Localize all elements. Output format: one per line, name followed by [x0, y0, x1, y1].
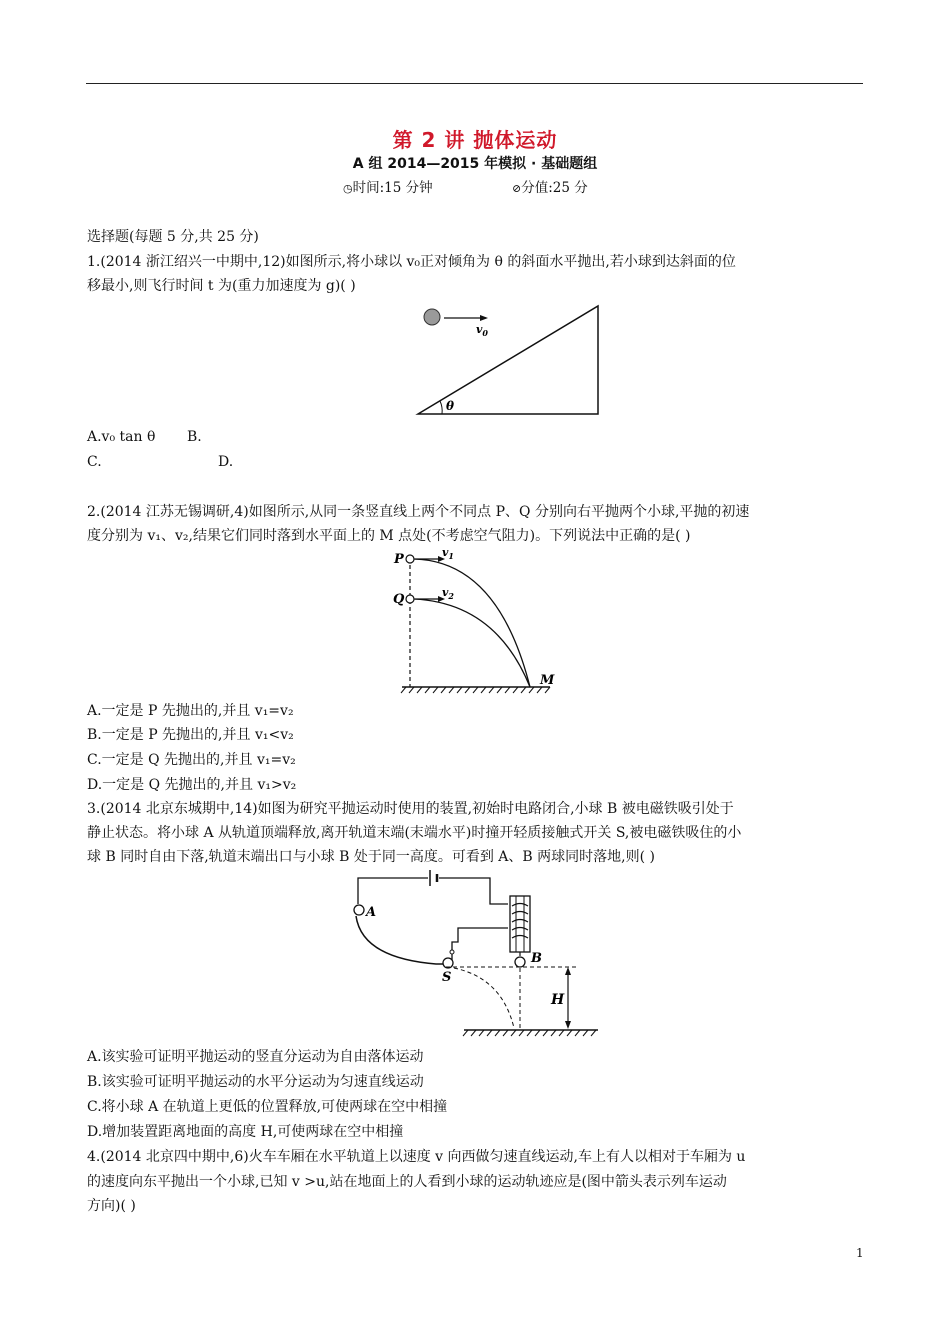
q3-option-a: A.该实验可证明平抛运动的竖直分运动为自由落体运动: [87, 1049, 424, 1065]
q4-line2: 的速度向东平抛出一个小球,已知 v >u,站在地面上的人看到小球的运动轨迹应是(图中箭头表示列车运动: [87, 1174, 727, 1190]
q2-line2: 度分别为 v₁、v₂,结果它们同时落到水平面上的 M 点处(不考虑空气阻力)。下列说法中正确的是( ): [87, 528, 691, 544]
q2-line1: 2.(2014 江苏无锡调研,4)如图所示,从同一条竖直线上两个不同点 P、Q 分别向右平抛两个小球,平抛的初速: [87, 504, 750, 520]
time-text: 时间:15 分钟: [352, 180, 433, 196]
q2-option-b: B.一定是 P 先抛出的,并且 v₁<v₂: [87, 727, 294, 743]
ball-a: [354, 905, 364, 915]
q1-option-a: A.v₀ tan θ: [87, 429, 156, 445]
q3-option-c: C.将小球 A 在轨道上更低的位置释放,可使两球在空中相撞: [87, 1099, 448, 1115]
electromagnet-frame: [510, 896, 530, 952]
q2-option-c: C.一定是 Q 先抛出的,并且 v₁=v₂: [87, 752, 296, 768]
q1-option-b: B.: [187, 429, 202, 445]
label-h: H: [551, 992, 565, 1008]
projectile-path-dashed: [454, 968, 514, 1028]
label-m: M: [540, 673, 555, 688]
page-subtitle: A 组 2014—2015 年模拟 · 基础题组: [352, 156, 598, 172]
theta-arc: [440, 401, 442, 414]
q3-option-d: D.增加装置距离地面的高度 H,可使两球在空中相撞: [87, 1124, 404, 1140]
incline-triangle: [418, 306, 598, 414]
q1-line2: 移最小,则飞行时间 t 为(重力加速度为 g)( ): [87, 278, 356, 294]
circuit-wire-lower: [452, 928, 508, 954]
label-a: A: [366, 905, 377, 920]
point-p: [406, 555, 414, 563]
circuit-wire: [358, 878, 428, 904]
page-title: 第 2 讲 抛体运动: [392, 128, 558, 152]
switch-contact: [450, 950, 454, 954]
q3-line2: 静止状态。将小球 A 从轨道顶端释放,离开轨道末端(末端水平)时撞开轻质接触式开关 S,被电磁铁吸住的小: [87, 825, 742, 841]
q2-option-d: D.一定是 Q 先抛出的,并且 v₁>v₂: [87, 777, 297, 793]
h-arrow-top: [565, 967, 571, 975]
q4-line3: 方向)( ): [87, 1198, 136, 1214]
trajectory-p: [414, 559, 530, 687]
v0-arrowhead: [480, 315, 488, 321]
q3-line3: 球 B 同时自由下落,轨道末端出口与小球 B 处于同一高度。可看到 A、B 两球同时落地,则( ): [87, 849, 655, 865]
q3-figure: [346, 866, 606, 1044]
q3-option-b: B.该实验可证明平抛运动的水平分运动为匀速直线运动: [87, 1074, 424, 1090]
v0-label: $v_0$: [476, 323, 488, 338]
label-v1: $v_1$: [442, 547, 454, 561]
ground-hatch-q3: [463, 1030, 596, 1036]
label-b: B: [531, 951, 542, 966]
label-v2: $v_2$: [442, 586, 454, 601]
page-number: 1: [856, 1246, 864, 1260]
track-curve: [356, 916, 452, 964]
coil-windings: [512, 904, 528, 939]
score-text: 分值:25 分: [521, 180, 588, 196]
q1-line1: 1.(2014 浙江绍兴一中期中,12)如图所示,将小球以 v₀正对倾角为 θ 的斜面水平抛出,若小球到达斜面的位: [87, 254, 736, 270]
header-rule: [86, 83, 863, 84]
score-meta: [512, 176, 588, 196]
q2-figure: [388, 547, 563, 697]
label-p: P: [394, 552, 404, 567]
circuit-wire-right: [439, 878, 508, 904]
label-q: Q: [393, 592, 405, 607]
q3-line1: 3.(2014 北京东城期中,14)如图为研究平抛运动时使用的装置,初始时电路闭合,小球 B 被电磁铁吸引处于: [87, 801, 734, 817]
q2-option-a: A.一定是 P 先抛出的,并且 v₁=v₂: [87, 703, 294, 719]
ball-b: [515, 957, 525, 967]
q1-option-d: D.: [218, 454, 234, 470]
ball: [424, 309, 440, 325]
point-q: [406, 595, 414, 603]
trajectory-q: [414, 599, 530, 687]
ground-hatch: [401, 687, 550, 693]
q1-figure: [410, 300, 610, 420]
check-circle-icon: ⊘: [512, 182, 522, 195]
h-arrow-bottom: [565, 1021, 571, 1029]
q4-line1: 4.(2014 北京四中期中,6)火车车厢在水平轨道上以速度 v 向西做匀速直线运动,车上有人以相对于车厢为 u: [87, 1149, 746, 1165]
clock-icon: ◷: [343, 182, 353, 195]
theta-label: θ: [446, 399, 455, 413]
time-meta: [343, 176, 433, 196]
section-heading: 选择题(每题 5 分,共 25 分): [87, 229, 259, 245]
q1-option-c: C.: [87, 454, 102, 470]
label-s: S: [442, 970, 452, 985]
